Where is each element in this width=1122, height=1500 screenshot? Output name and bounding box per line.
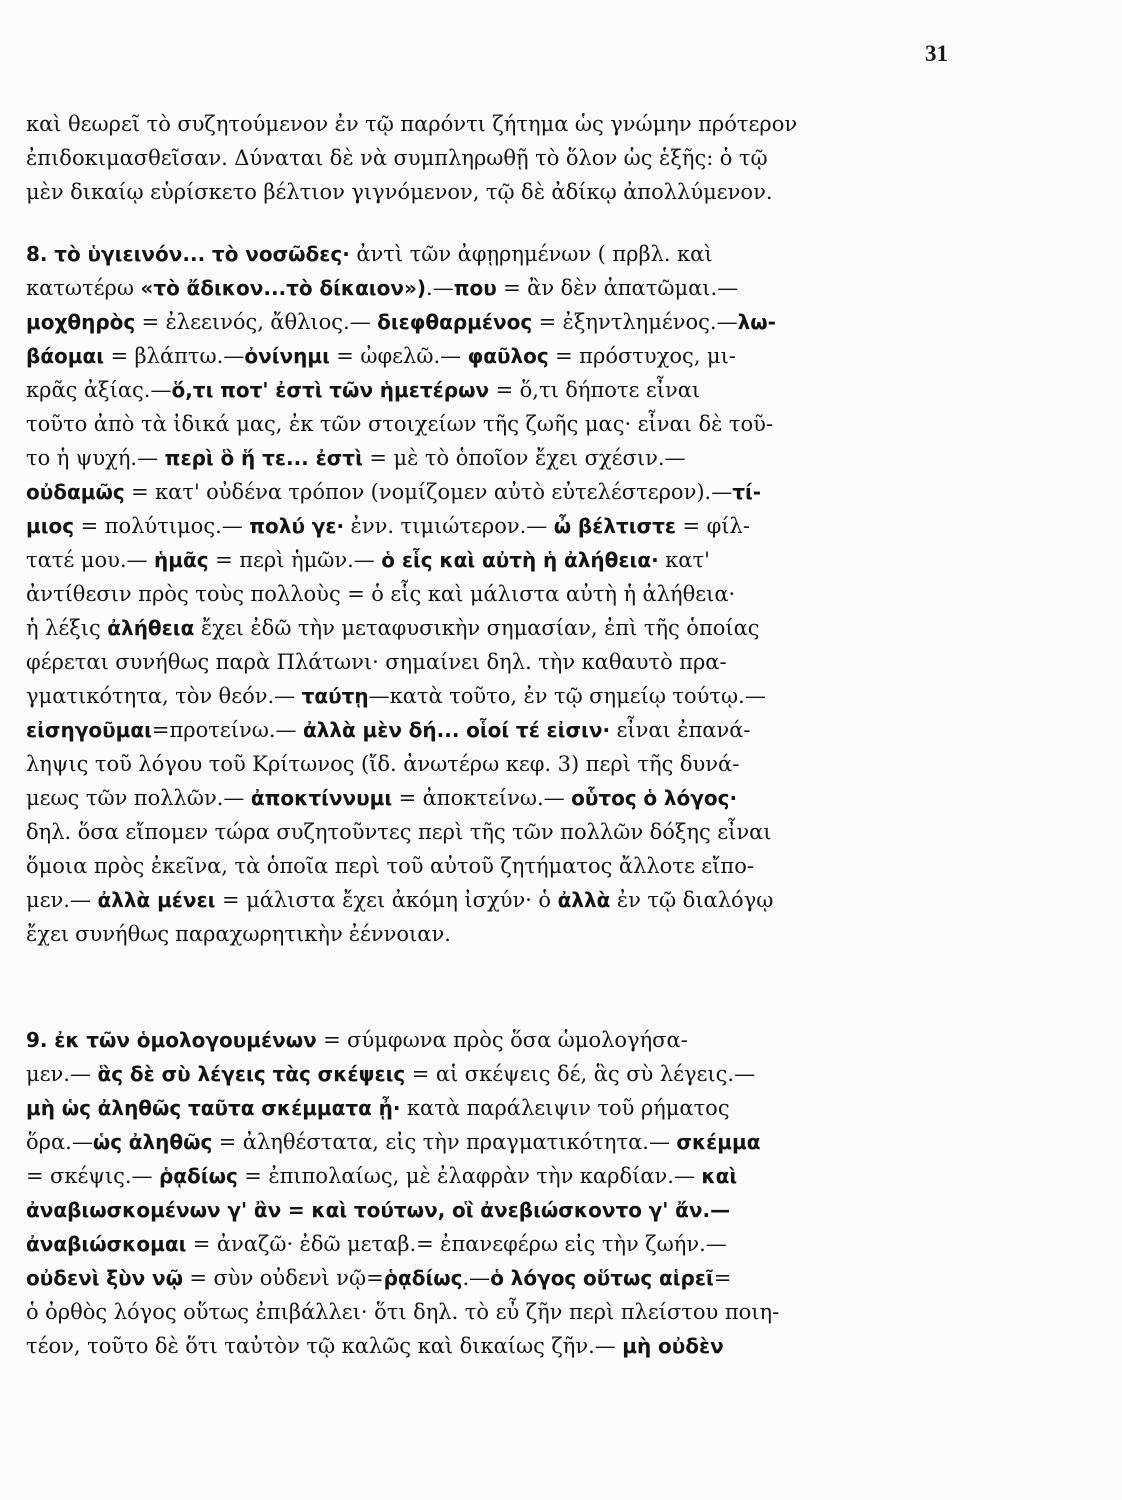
text-run: εἶναι ἐπανά-: [610, 718, 751, 742]
text-line: [26, 1057, 966, 1091]
text-line: [26, 815, 966, 849]
text-line: [26, 1261, 966, 1295]
text-run: = κατ' οὐδένα τρόπον (νομίζομεν αὐτὸ εὐτελέστερον).—: [124, 480, 733, 504]
text-line: [26, 849, 966, 883]
text-run: μεν.—: [26, 888, 98, 912]
bold-term: μὴ οὐδὲν: [622, 1334, 724, 1358]
bold-term: 8. τὸ ὑγιεινόν... τὸ νοσῶδες·: [26, 242, 350, 266]
text-line: [26, 917, 966, 951]
bold-term: ῥᾳδίως: [158, 1164, 238, 1188]
text-run: κατωτέρω: [26, 276, 141, 300]
text-line: [26, 339, 966, 373]
bold-term: ταύτῃ: [301, 684, 369, 708]
text-run: = ἐπιπολαίως, μὲ ἐλαφρὰν τὴν καρδίαν.—: [237, 1164, 702, 1188]
bold-term: που: [453, 276, 497, 300]
bold-term: ἀποκτίννυμι: [250, 786, 393, 810]
text-line: [26, 271, 966, 305]
text-run: κατὰ παράλειψιν τοῦ ρήματος: [400, 1096, 730, 1120]
text-run: = αἱ σκέψεις δέ, ἃς σὺ λέγεις.—: [405, 1062, 756, 1086]
text-run: ἐνν. τιμιώτερον.—: [344, 514, 554, 538]
bold-term: μὴ ὡς ἀληθῶς ταῦτα σκέμματα ᾖ·: [26, 1096, 401, 1120]
bold-term: βάομαι: [26, 344, 105, 368]
text-run: γματικότητα, τὸν θεόν.—: [26, 684, 302, 708]
text-run: = πολύτιμος.—: [74, 514, 250, 538]
text-run: = ἐξηντλημένος.—: [532, 310, 738, 334]
bold-term: ἀναβιωσκομένων γ' ἂν = καὶ τούτων, οἳ ἀνεβιώσκοντο γ' ἄν.—: [26, 1198, 731, 1222]
bold-term: πολύ γε·: [249, 514, 345, 538]
text-line: [26, 1295, 966, 1329]
text-run: ἀντίθεσιν πρὸς τοὺς πολλοὺς = ὁ εἷς καὶ μάλιστα αὐτὴ ἡ ἀλήθεια·: [26, 582, 736, 606]
bold-term: ὅ,τι ποτ' ἐστὶ τῶν ἡμετέρων: [171, 378, 490, 402]
text-line: [26, 237, 966, 271]
bold-term: καὶ: [701, 1164, 738, 1188]
bold-term: ὦ βέλτιστε: [553, 514, 677, 538]
text-line: [26, 883, 966, 917]
text-run: = πρόστυχος, μι-: [548, 344, 736, 368]
bold-term: οὗτος ὁ λόγος·: [571, 786, 738, 810]
text-line: [26, 373, 966, 407]
text-line: [26, 781, 966, 815]
bold-term: περὶ ὃ ἥ τε... ἐστὶ: [164, 446, 363, 470]
text-line: [26, 107, 966, 141]
text-run: = ἀναζῶ· ἐδῶ μεταβ.= ἐπανεφέρω εἰς τὴν ζωήν.—: [186, 1232, 727, 1256]
text-run: κρᾶς ἀξίας.—: [26, 378, 172, 402]
text-run: φέρεται συνήθως παρὰ Πλάτωνι· σημαίνει δηλ. τὴν καθαυτὸ πρα-: [26, 650, 727, 674]
text-line: [26, 175, 966, 209]
text-run: ἐπιδοκιμασθεῖσαν. Δύναται δὲ νὰ συμπληρωθῇ τὸ ὅλον ὡς ἑξῆς: ὁ τῷ: [26, 146, 768, 170]
text-line: [26, 1227, 966, 1261]
bold-term: ὁ εἷς καὶ αὐτὴ ἡ ἀλήθεια·: [381, 548, 659, 572]
bold-term: ἀναβιώσκομαι: [26, 1232, 187, 1256]
text-line: [26, 141, 966, 175]
text-run: το ἡ ψυχή.—: [26, 446, 165, 470]
text-run: τέον, τοῦτο δὲ ὅτι ταὐτὸν τῷ καλῶς καὶ δικαίως ζῆν.—: [26, 1334, 623, 1358]
bold-term: ἡμᾶς: [154, 548, 209, 572]
text-run: ἔχει ἐδῶ τὴν μεταφυσικὴν σημασίαν, ἐπὶ τῆς ὁποίας: [194, 616, 760, 640]
text-line: [26, 475, 966, 509]
text-line: [26, 713, 966, 747]
bold-term: διεφθαρμένος: [377, 310, 533, 334]
text-line: [26, 407, 966, 441]
text-run: = μάλιστα ἔχει ἀκόμη ἰσχύν· ὁ: [215, 888, 558, 912]
text-run: = μὲ τὸ ὁποῖον ἔχει σχέσιν.—: [362, 446, 686, 470]
text-run: δηλ. ὅσα εἴπομεν τώρα συζητοῦντες περὶ τῆς τῶν πολλῶν δόξης εἶναι: [26, 820, 772, 844]
bold-term: τί-: [732, 480, 762, 504]
text-run: = ἀποκτείνω.—: [392, 786, 572, 810]
text-run: ὅρα.—: [26, 1130, 93, 1154]
text-line: [26, 645, 966, 679]
text-line: [26, 1329, 966, 1363]
bold-term: σκέμμα: [676, 1130, 761, 1154]
bold-term: φαῦλος: [467, 344, 549, 368]
text-run: = ὠφελῶ.—: [329, 344, 468, 368]
text-run: = βλάπτω.—: [104, 344, 245, 368]
text-run: τατέ μου.—: [26, 548, 155, 572]
text-line: [26, 679, 966, 713]
text-run: .—: [426, 276, 454, 300]
text-run: = φίλ-: [676, 514, 750, 538]
text-run: —κατὰ τοῦτο, ἐν τῷ σημείῳ τούτῳ.—: [368, 684, 766, 708]
bold-term: ὁ λόγος οὕτως αἱρεῖ: [490, 1266, 714, 1290]
bold-term: ἀλλὰ μένει: [97, 888, 216, 912]
text-line: [26, 441, 966, 475]
bold-term: ἃς δὲ σὺ λέγεις τὰς σκέψεις: [97, 1062, 406, 1086]
text-run: = περὶ ἡμῶν.—: [208, 548, 382, 572]
text-run: ἔχει συνήθως παραχωρητικὴν ἐέννοιαν.: [26, 922, 451, 946]
bold-term: ῥᾳδίως: [383, 1266, 463, 1290]
bold-term: λω-: [737, 310, 776, 334]
text-run: μεν.—: [26, 1062, 98, 1086]
bold-term: ἀλήθεια: [107, 616, 195, 640]
text-line: [26, 611, 966, 645]
intro-paragraph: [26, 107, 966, 209]
text-line: [26, 1193, 966, 1227]
text-line: [26, 509, 966, 543]
text-run: ὅμοια πρὸς ἐκεῖνα, τὰ ὁποῖα περὶ τοῦ αὐτοῦ ζητήματος ἄλλοτε εἴπο-: [26, 854, 754, 878]
text-run: τοῦτο ἀπὸ τὰ ἰδικά μας, ἐκ τῶν στοιχείων τῆς ζωῆς μας· εἶναι δὲ τοῦ-: [26, 412, 774, 436]
text-run: ὁ ὀρθὸς λόγος οὕτως ἐπιβάλλει· ὅτι δηλ. τὸ εὖ ζῆν περὶ πλείστου ποιη-: [26, 1300, 780, 1324]
section-8-paragraph: [26, 237, 966, 951]
bold-term: ἀλλὰ: [557, 888, 611, 912]
bold-term: ὡς ἀληθῶς: [92, 1130, 213, 1154]
text-run: = σκέψις.—: [26, 1164, 159, 1188]
bold-term: μοχθηρὸς: [26, 310, 136, 334]
section-9-paragraph: [26, 1023, 966, 1363]
text-run: = σὺν οὐδενὶ νῷ=: [182, 1266, 384, 1290]
text-run: καὶ θεωρεῖ τὸ συζητούμενον ἐν τῷ παρόντι ζήτημα ὡς γνώμην πρότερον: [26, 112, 798, 136]
text-line: [26, 543, 966, 577]
bold-term: ὀνίνημι: [244, 344, 330, 368]
bold-term: εἰσηγοῦμαι: [26, 718, 152, 742]
text-run: κατ': [658, 548, 710, 572]
text-run: ἀντὶ τῶν ἀφῃρημένων ( πρβλ. καὶ: [349, 242, 713, 266]
text-run: μεως τῶν πολλῶν.—: [26, 786, 251, 810]
bold-term: «τὸ ἄδικον...τὸ δίκαιον»): [140, 276, 427, 300]
text-run: ληψις τοῦ λόγου τοῦ Κρίτωνος (ἴδ. ἀνωτέρω κεφ. 3) περὶ τῆς δυνά-: [26, 752, 740, 776]
text-run: = ὅ,τι δήποτε εἶναι: [489, 378, 701, 402]
text-run: =: [713, 1266, 732, 1290]
text-line: [26, 1091, 966, 1125]
text-run: μὲν δικαίῳ εὑρίσκετο βέλτιον γιγνόμενον, τῷ δὲ ἀδίκῳ ἀπολλύμενον.: [26, 180, 773, 204]
bold-term: μιος: [26, 514, 75, 538]
text-line: [26, 1125, 966, 1159]
bold-term: οὐδενὶ ξὺν νῷ: [26, 1266, 183, 1290]
bold-term: οὐδαμῶς: [26, 480, 125, 504]
text-line: [26, 305, 966, 339]
text-run: = ἂν δὲν ἀπατῶμαι.—: [496, 276, 739, 300]
text-run: = ἐλεεινός, ἄθλιος.—: [135, 310, 378, 334]
page-number: 31: [925, 41, 948, 66]
text-line: [26, 747, 966, 781]
text-run: ἐν τῷ διαλόγῳ: [610, 888, 774, 912]
text-run: = ἀληθέστατα, εἰς τὴν πραγματικότητα.—: [212, 1130, 677, 1154]
bold-term: ἀλλὰ μὲν δή... οἷοί τέ εἰσιν·: [302, 718, 611, 742]
text-line: [26, 577, 966, 611]
text-run: .—: [462, 1266, 491, 1290]
text-run: ἡ λέξις: [26, 616, 108, 640]
text-run: = σύμφωνα πρὸς ὅσα ὡμολογήσα-: [316, 1028, 688, 1052]
text-run: =προτείνω.—: [151, 718, 303, 742]
text-line: [26, 1159, 966, 1193]
text-line: [26, 1023, 966, 1057]
bold-term: 9. ἐκ τῶν ὁμολογουμένων: [26, 1028, 317, 1052]
